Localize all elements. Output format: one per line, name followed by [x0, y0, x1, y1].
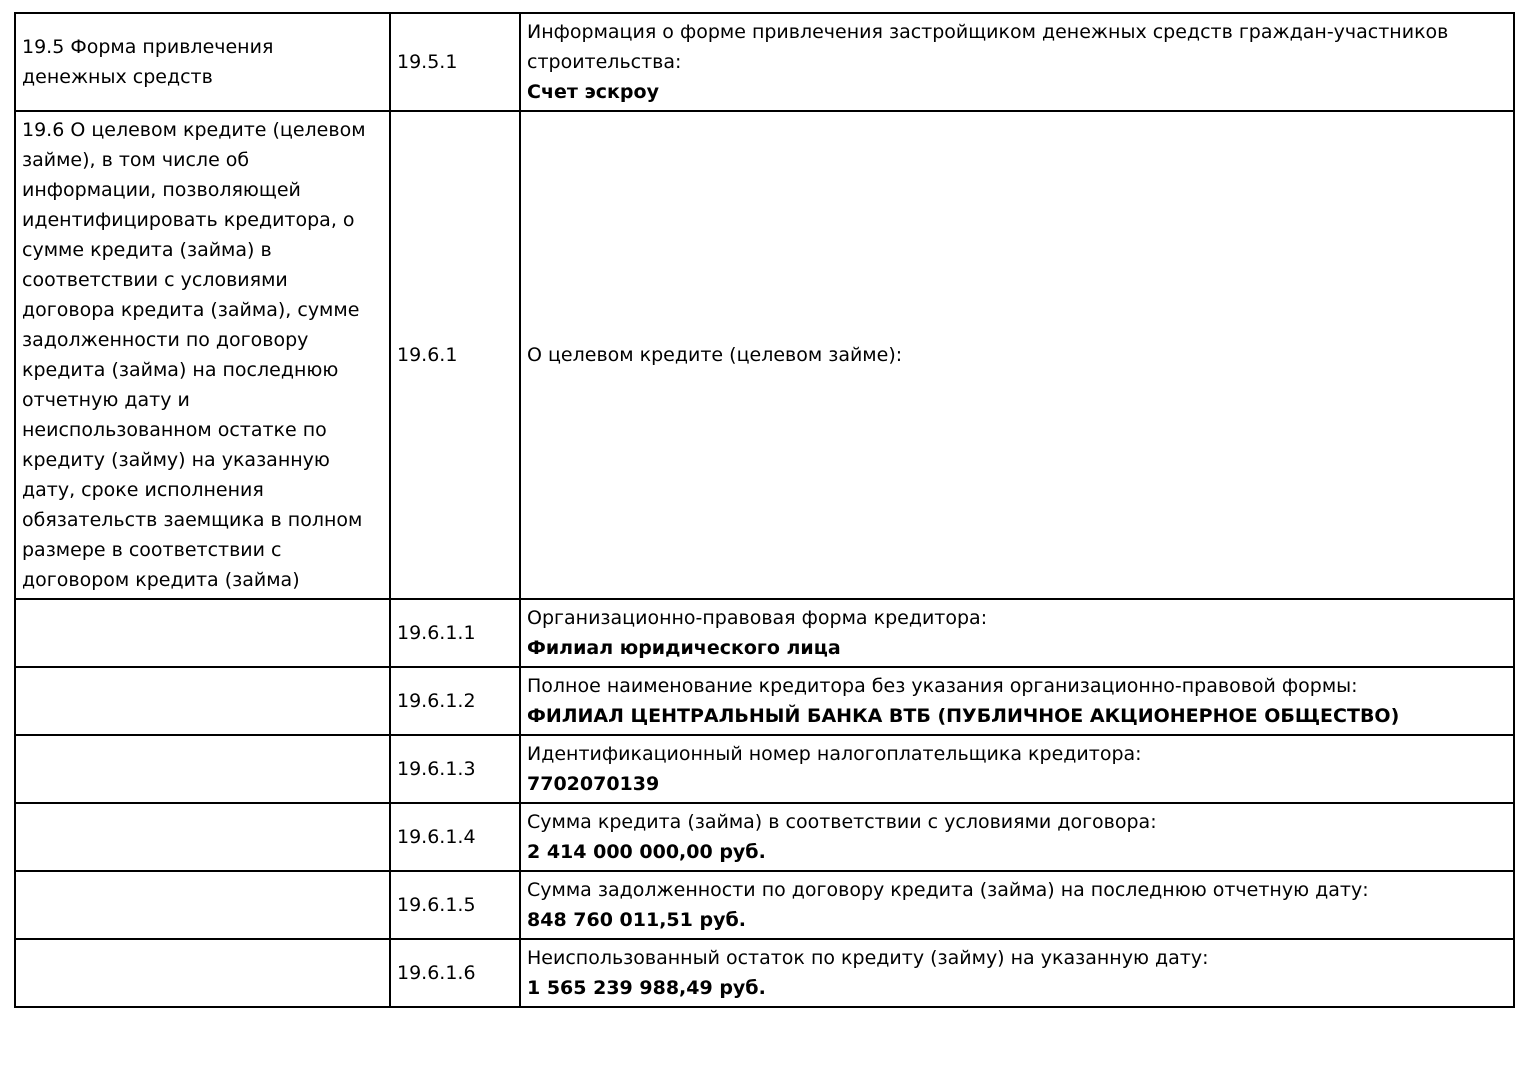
field-value: ФИЛИАЛ ЦЕНТРАЛЬНЫЙ БАНКА ВТБ (ПУБЛИЧНОЕ АКЦИОНЕРНОЕ ОБЩЕСТВО) [527, 705, 1400, 727]
content-cell [520, 599, 1514, 667]
item-code: 19.6.1.1 [397, 622, 476, 644]
code-cell [390, 803, 520, 871]
code-cell [390, 939, 520, 1007]
content-cell [520, 939, 1514, 1007]
code-cell [390, 667, 520, 735]
field-label: Полное наименование кредитора без указания организационно-правовой формы: [527, 675, 1358, 697]
table-row [15, 13, 1514, 111]
table-row [15, 803, 1514, 871]
field-label: Идентификационный номер налогоплательщика кредитора: [527, 743, 1142, 765]
content-cell [520, 871, 1514, 939]
section-cell [15, 735, 390, 803]
section-cell [15, 111, 390, 599]
item-code: 19.6.1.6 [397, 962, 476, 984]
code-cell [390, 111, 520, 599]
code-cell [390, 599, 520, 667]
field-label: Информация о форме привлечения застройщиком денежных средств граждан-участников строительства: [527, 21, 1449, 73]
field-label: О целевом кредите (целевом займе): [527, 344, 903, 366]
field-label: Сумма кредита (займа) в соответствии с условиями договора: [527, 811, 1157, 833]
item-code: 19.6.1.2 [397, 690, 476, 712]
table-row [15, 667, 1514, 735]
section-cell [15, 667, 390, 735]
content-cell [520, 735, 1514, 803]
code-cell [390, 13, 520, 111]
section-cell [15, 803, 390, 871]
field-value: 2 414 000 000,00 руб. [527, 841, 766, 863]
field-value: 7702070139 [527, 773, 660, 795]
field-value: Филиал юридического лица [527, 637, 841, 659]
code-cell [390, 871, 520, 939]
field-label: Неиспользованный остаток по кредиту (займу) на указанную дату: [527, 947, 1209, 969]
section-title: 19.6 О целевом кредите (целевом займе), в том числе об информации, позволяющей идентифицировать кредитора, о сумме кредита (займа) в соответствии с условиями договора кредита (займа), сумме задолженности по договору кредита (займа) на последнюю отчетную дату и неиспользованном остатке по кредиту (займу) на указанную дату, сроке исполнения обязательств заемщика в полном размере в соответствии с договором кредита (займа) [22, 119, 366, 591]
field-value: 848 760 011,51 руб. [527, 909, 746, 931]
section-title: 19.5 Форма привлечения денежных средств [22, 36, 274, 88]
disclosure-table [14, 12, 1515, 1008]
section-cell [15, 871, 390, 939]
item-code: 19.6.1.3 [397, 758, 476, 780]
table-row [15, 735, 1514, 803]
table-row [15, 939, 1514, 1007]
field-value: 1 565 239 988,49 руб. [527, 977, 766, 999]
table-row [15, 111, 1514, 599]
content-cell [520, 111, 1514, 599]
item-code: 19.6.1 [397, 344, 458, 366]
table-row [15, 599, 1514, 667]
content-cell [520, 13, 1514, 111]
table-row [15, 871, 1514, 939]
item-code: 19.5.1 [397, 51, 458, 73]
code-cell [390, 735, 520, 803]
item-code: 19.6.1.5 [397, 894, 476, 916]
content-cell [520, 667, 1514, 735]
item-code: 19.6.1.4 [397, 826, 476, 848]
content-cell [520, 803, 1514, 871]
field-value: Счет эскроу [527, 81, 659, 103]
section-cell [15, 599, 390, 667]
section-cell [15, 13, 390, 111]
section-cell [15, 939, 390, 1007]
field-label: Сумма задолженности по договору кредита (займа) на последнюю отчетную дату: [527, 879, 1369, 901]
field-label: Организационно-правовая форма кредитора: [527, 607, 988, 629]
